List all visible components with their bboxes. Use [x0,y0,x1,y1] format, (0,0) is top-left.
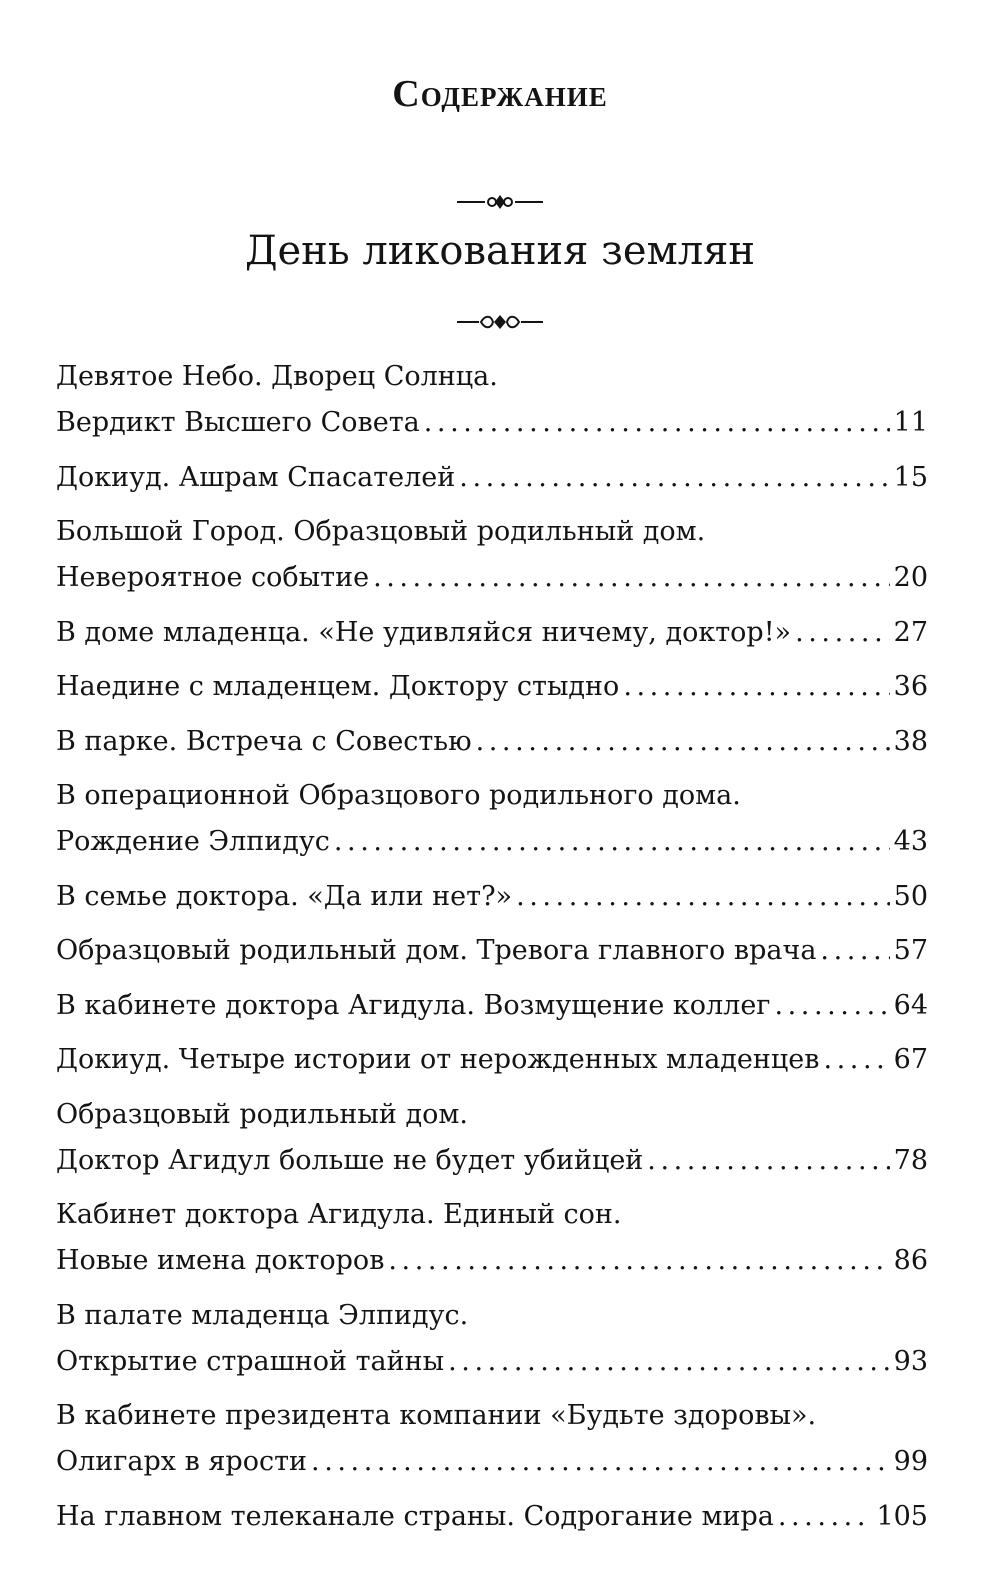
toc-entry[interactable] [56,455,928,501]
toc-entry[interactable] [56,719,928,765]
toc-entry-page-number: 93 [893,1345,928,1377]
dot-leader [823,1037,889,1083]
toc-entry-page-number: 67 [893,1044,928,1075]
toc-entry-last-line [56,874,928,920]
toc-entry-page-number: 86 [893,1245,928,1276]
dot-leader [334,819,890,865]
toc-entry-title: Доктор Агидул больше не будет убийцей [56,1144,644,1176]
toc-entry-title: Невероятное событие [56,562,370,593]
toc-entry-last-line [56,1037,928,1083]
toc-entry-last-line [56,455,928,501]
dot-leader [516,874,890,920]
toc-entry-last-line [56,928,928,974]
toc-entry-title: На главном телеканале страны. Содрогание мира [56,1500,774,1532]
toc-entry-title-line: Образцовый родильный дом. [56,1098,468,1130]
dot-leader [778,1494,873,1540]
toc-entry-page-number: 15 [893,461,928,493]
toc-entry-last-line [56,1138,928,1184]
toc-entry-title: Открытие страшной тайны [56,1345,445,1377]
dot-leader [476,719,890,765]
ornament-icon [455,312,545,332]
toc-entry[interactable] [56,610,928,656]
toc-entry-page-number: 78 [893,1144,928,1176]
dot-leader [820,928,889,974]
dot-leader [424,400,890,446]
toc-entry[interactable] [56,509,928,601]
toc-entry-page-number: 57 [893,935,928,966]
dot-leader [774,983,889,1029]
dot-leader [647,1138,889,1184]
toc-entry[interactable] [56,664,928,710]
toc-entry[interactable] [56,874,928,920]
toc-entry-title-line: В кабинете президента компании «Будьте здоровы». [56,1400,817,1431]
toc-entry-page-number: 11 [893,407,928,438]
ornament-divider-top [0,192,1000,216]
ornament-divider-bottom [0,312,1000,336]
toc-entry-title-line: Большой Город. Образцовый родильный дом. [56,516,706,547]
ornament-icon [455,192,545,212]
toc-entry-title: В доме младенца. «Не удивляйся ничему, доктор!» [56,616,792,648]
toc-entry-title: Наедине с младенцем. Доктору стыдно [56,671,620,702]
toc-entry-page-number: 27 [893,616,928,648]
toc-entry-title-line: В операционной Образцового родильного дома. [56,780,741,811]
toc-entry-last-line [56,719,928,765]
toc-entry-title: В кабинете доктора Агидула. Возмущение коллег [56,989,771,1021]
toc-entry[interactable] [56,1293,928,1385]
toc-entry-last-line [56,983,928,1029]
toc-entry[interactable] [56,983,928,1029]
toc-entry-title: Новые имена докторов [56,1245,385,1276]
dot-leader [795,610,890,656]
toc-entry-title: Рождение Элпидус [56,826,330,857]
toc-entry-last-line [56,555,928,601]
toc-entry-last-line [56,1339,928,1385]
toc-entry-page-number: 50 [893,880,928,912]
dot-leader [448,1339,890,1385]
toc-entry-last-line [56,400,928,446]
toc-entry-title: Образцовый родильный дом. Тревога главного врача [56,935,817,966]
toc-entry-last-line [56,1439,928,1485]
toc-entry-title: В семье доктора. «Да или нет?» [56,880,513,912]
toc-entry[interactable] [56,773,928,865]
toc-entry-last-line [56,819,928,865]
toc-entry[interactable] [56,1037,928,1083]
toc-entry-last-line [56,610,928,656]
toc-entry-title: В парке. Встреча с Совестью [56,725,472,757]
toc-entry-last-line [56,1494,928,1540]
toc-entry-page-number: 64 [893,989,928,1021]
toc-entry[interactable] [56,1494,928,1540]
toc-entry[interactable] [56,1192,928,1284]
dot-leader [373,555,890,601]
toc-entry-page-number: 38 [893,725,928,757]
toc-entry-page-number: 43 [893,826,928,857]
toc-entry-title: Олигарх в ярости [56,1446,308,1477]
toc-entry-page-number: 105 [876,1500,928,1532]
dot-leader [311,1439,890,1485]
page-heading: Содержание [392,73,608,115]
toc-entry-title: Докиуд. Ашрам Спасателей [56,461,456,493]
part-title: День ликования землян [244,228,756,274]
toc-entry[interactable] [56,1092,928,1184]
toc-entry[interactable] [56,354,928,446]
toc-entry-last-line [56,1238,928,1284]
toc-entry-page-number: 99 [893,1446,928,1477]
toc-entry-page-number: 20 [893,562,928,593]
toc-entry-title-line: Кабинет доктора Агидула. Единый сон. [56,1199,622,1230]
toc-entry[interactable] [56,928,928,974]
toc-entry-title-line: В палате младенца Элпидус. [56,1299,469,1331]
toc-entry-page-number: 36 [893,671,928,702]
dot-leader [623,664,889,710]
toc-entry-title: Докиуд. Четыре истории от нерожденных младенцев [56,1044,820,1075]
toc-entry-title: Вердикт Высшего Совета [56,407,420,438]
dot-leader [388,1238,889,1284]
toc-entry-title-line: Девятое Небо. Дворец Солнца. [56,361,498,392]
toc-entry-last-line [56,664,928,710]
dot-leader [459,455,889,501]
toc-entry[interactable] [56,1393,928,1485]
